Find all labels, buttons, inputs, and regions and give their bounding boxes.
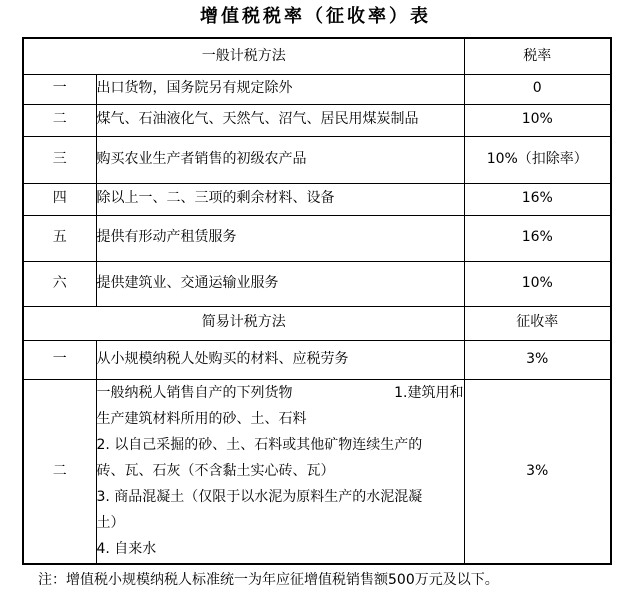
row-rate-cell: 10% — [464, 261, 611, 306]
table-row — [23, 379, 611, 564]
page-title: 增值税税率（征收率）表 — [200, 6, 431, 27]
row-number-cell: 二 — [23, 104, 96, 136]
row-desc-cell: 购买农业生产者销售的初级农产品 — [96, 136, 464, 183]
vat-rate-table — [22, 37, 612, 565]
desc-line: 生产建筑材料所用的砂、土、石料 — [96, 411, 307, 428]
simple-method-header: 简易计税方法 — [23, 306, 464, 340]
table-row — [23, 74, 611, 104]
row-rate-cell: 3% — [464, 340, 611, 379]
desc-line — [97, 380, 464, 406]
row-number-cell: 五 — [23, 215, 96, 261]
row-desc-cell: 除以上一、二、三项的剩余材料、设备 — [96, 183, 464, 215]
row-desc-cell: 提供有形动产租赁服务 — [96, 215, 464, 261]
row-desc-cell: 煤气、石油液化气、天然气、沼气、居民用煤炭制品 — [96, 104, 464, 136]
row-rate-cell: 16% — [464, 183, 611, 215]
row-number-cell: 三 — [23, 136, 96, 183]
row-number-cell: 一 — [23, 340, 96, 379]
row-number-cell: 二 — [23, 379, 96, 564]
table-row — [23, 136, 611, 183]
general-header-row — [23, 38, 611, 74]
table-row — [23, 183, 611, 215]
general-rate-header: 税率 — [464, 38, 611, 74]
simple-header-row — [23, 306, 611, 340]
general-method-header: 一般计税方法 — [23, 38, 464, 74]
row-rate-cell: 10%（扣除率） — [464, 136, 611, 183]
simple-rate-header: 征收率 — [464, 306, 611, 340]
row-rate-cell: 0 — [464, 74, 611, 104]
row-number-cell: 六 — [23, 261, 96, 306]
desc-line: 3. 商品混凝土（仅限于以水泥为原料生产的水泥混凝 — [96, 489, 423, 506]
row-desc-cell — [96, 379, 464, 564]
table-row — [23, 261, 611, 306]
row-rate-cell: 3% — [464, 379, 611, 564]
table-row — [23, 104, 611, 136]
row-number-cell: 四 — [23, 183, 96, 215]
desc-line: 土） — [96, 515, 125, 532]
row-desc-cell: 从小规模纳税人处购买的材料、应税劳务 — [96, 340, 464, 379]
row-rate-cell: 10% — [464, 104, 611, 136]
desc-line: 砖、瓦、石灰（不含黏土实心砖、瓦） — [96, 463, 335, 480]
table-row — [23, 215, 611, 261]
desc-line-left: 一般纳税人销售自产的下列货物 — [96, 385, 293, 402]
desc-line: 4. 自来水 — [96, 541, 157, 558]
row-rate-cell: 16% — [464, 215, 611, 261]
note-text: 注：增值税小规模纳税人标准统一为年应征增值税销售额500万元及以下。 — [38, 572, 499, 588]
desc-line: 2. 以自己采掘的砂、土、石料或其他矿物连续生产的 — [96, 437, 423, 454]
row-desc-cell: 提供建筑业、交通运输业服务 — [96, 261, 464, 306]
row-number-cell: 一 — [23, 74, 96, 104]
table-row — [23, 340, 611, 379]
row-desc-cell: 出口货物，国务院另有规定除外 — [96, 74, 464, 104]
desc-line-right: 1.建筑用和 — [394, 385, 464, 402]
